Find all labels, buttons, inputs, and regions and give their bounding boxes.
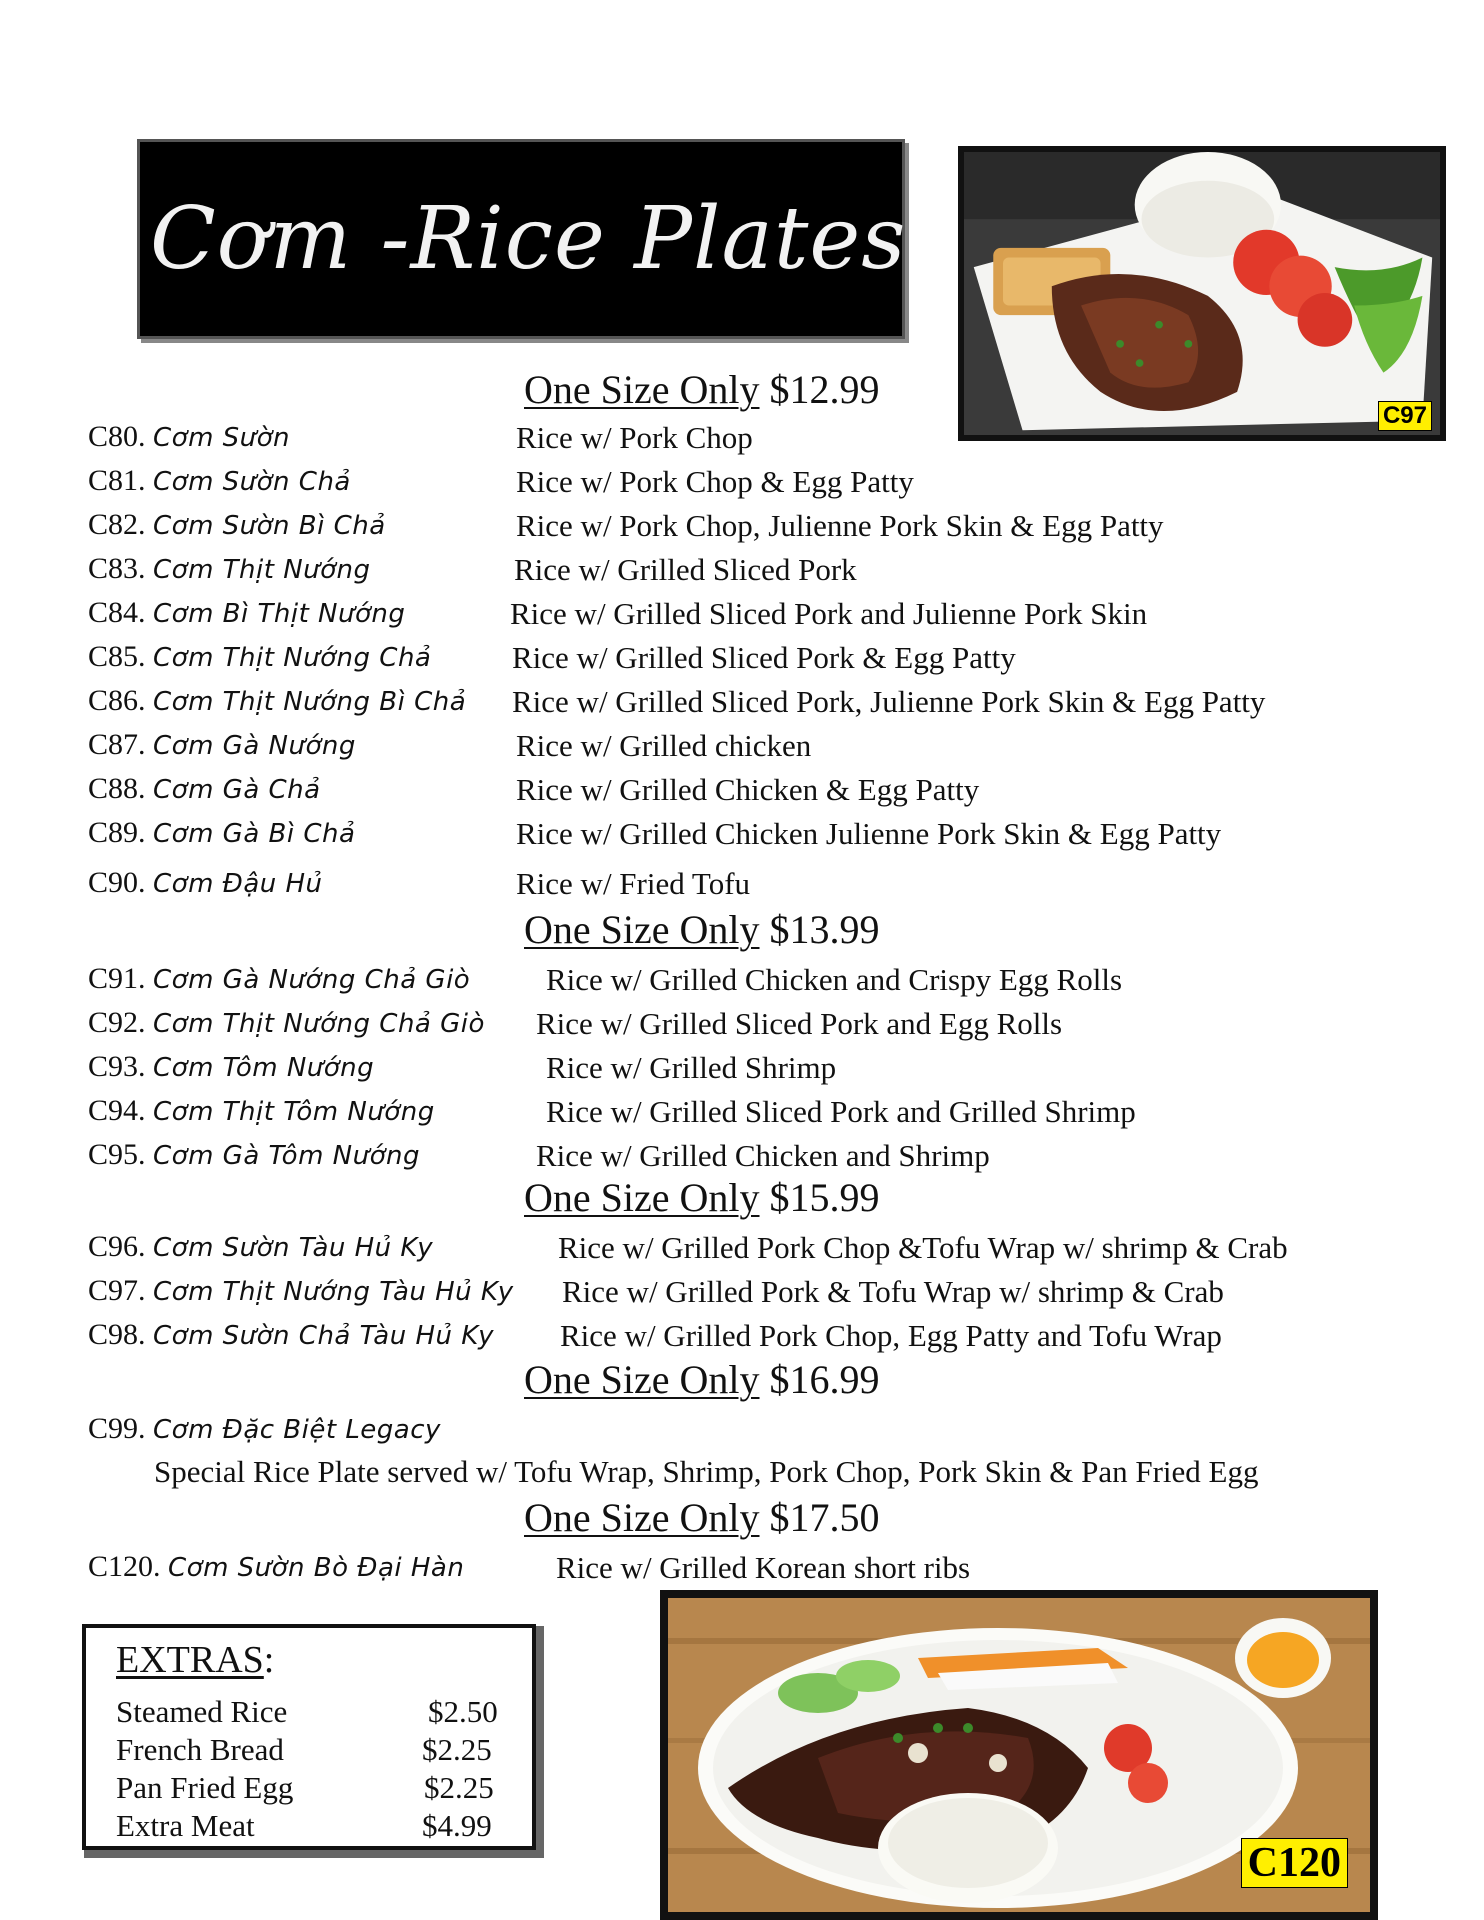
extras-item: [116, 1808, 496, 1844]
extras-title-colon: :: [263, 1639, 275, 1681]
menu-item-c120: [88, 1550, 971, 1590]
item-desc: Rice w/ Grilled Pork Chop &Tofu Wrap w/ shrimp & Crab: [558, 1230, 1288, 1265]
item-name: Cơm Gà Nướng: [153, 731, 356, 761]
item-desc-c99: Special Rice Plate served w/ Tofu Wrap, Shrimp, Pork Chop, Pork Skin & Pan Fried Egg: [154, 1454, 1259, 1489]
section-price: $16.99: [769, 1357, 880, 1402]
title-banner: [140, 142, 907, 336]
item-code: C120.: [88, 1550, 161, 1583]
menu-item-c93: [88, 1050, 837, 1090]
extras-item-name: Pan Fried Egg: [116, 1770, 294, 1805]
menu-item-c95: [88, 1138, 990, 1178]
item-desc: Rice w/ Grilled Sliced Pork, Julienne Pork Skin & Egg Patty: [512, 684, 1266, 719]
section-header-3: [524, 1174, 880, 1221]
menu-item-c99: [88, 1412, 441, 1452]
item-name: Cơm Đậu Hủ: [153, 869, 323, 899]
menu-item-c81: [88, 464, 914, 504]
extras-item: [116, 1732, 496, 1768]
item-desc: Rice w/ Grilled Sliced Pork: [514, 552, 857, 587]
section-header-4: [524, 1356, 880, 1403]
item-desc: Rice w/ Grilled Sliced Pork and Julienne Pork Skin: [510, 596, 1148, 631]
item-desc: Rice w/ Grilled chicken: [516, 728, 812, 763]
item-code: C85.: [88, 640, 146, 673]
item-desc: Rice w/ Grilled Shrimp: [546, 1050, 837, 1085]
item-code: C93.: [88, 1050, 146, 1083]
item-name: Cơm Thịt Nướng Bì Chả: [153, 687, 467, 717]
menu-item-c91: [88, 962, 1123, 1002]
menu-item-c94: [88, 1094, 1136, 1134]
section-header-5: [524, 1494, 880, 1541]
menu-item-c97: [88, 1274, 1224, 1314]
item-name: Cơm Sườn: [153, 423, 291, 453]
menu-item-c87: [88, 728, 812, 768]
item-name: Cơm Gà Bì Chả: [153, 819, 356, 849]
dish-photo-c97-image: [964, 152, 1440, 435]
menu-item-c80: [88, 420, 753, 460]
item-desc: Rice w/ Grilled Pork & Tofu Wrap w/ shrimp & Crab: [562, 1274, 1224, 1309]
item-name: Cơm Thịt Tôm Nướng: [153, 1097, 435, 1127]
item-desc: Rice w/ Grilled Sliced Pork & Egg Patty: [512, 640, 1016, 675]
item-code: C96.: [88, 1230, 146, 1263]
section-price: $12.99: [769, 367, 880, 412]
item-name: Cơm Tôm Nướng: [153, 1053, 375, 1083]
item-desc: Rice w/ Grilled Korean short ribs: [556, 1550, 971, 1585]
extras-title: [116, 1638, 274, 1682]
extras-item-price: $2.25: [422, 1732, 492, 1767]
item-name: Cơm Thịt Nướng Chả Giò: [153, 1009, 485, 1039]
item-name: Cơm Gà Chả: [153, 775, 321, 805]
page-title: Cơm -Rice Plates: [150, 189, 907, 289]
item-name: Cơm Gà Nướng Chả Giò: [153, 965, 471, 995]
extras-item-name: Extra Meat: [116, 1808, 255, 1843]
item-code: C90.: [88, 866, 146, 899]
item-name: Cơm Sườn Chả: [153, 467, 351, 497]
menu-item-c88: [88, 772, 980, 812]
extras-item: [116, 1770, 496, 1806]
extras-box: [82, 1624, 536, 1850]
item-desc: Rice w/ Grilled Sliced Pork and Grilled Shrimp: [546, 1094, 1136, 1129]
menu-item-c86: [88, 684, 1266, 724]
menu-item-c89: [88, 816, 1222, 856]
section-label: One Size Only: [524, 1175, 760, 1220]
item-code: C80.: [88, 420, 146, 453]
menu-item-c85: [88, 640, 1016, 680]
menu-item-c90: [88, 866, 751, 906]
section-price: $13.99: [769, 907, 880, 952]
item-code: C88.: [88, 772, 146, 805]
photo-tag-c120: C120: [1241, 1838, 1348, 1888]
extras-item-price: $4.99: [422, 1808, 492, 1843]
item-desc: Rice w/ Grilled Chicken Julienne Pork Skin & Egg Patty: [516, 816, 1222, 851]
item-name: Cơm Gà Tôm Nướng: [153, 1141, 420, 1171]
item-code: C86.: [88, 684, 146, 717]
item-name: Cơm Sườn Bò Đại Hàn: [168, 1553, 465, 1583]
item-code: C87.: [88, 728, 146, 761]
item-desc: Rice w/ Pork Chop & Egg Patty: [516, 464, 914, 499]
item-code: C84.: [88, 596, 146, 629]
item-code: C89.: [88, 816, 146, 849]
item-code: C95.: [88, 1138, 146, 1171]
item-desc: Rice w/ Grilled Chicken and Shrimp: [536, 1138, 990, 1173]
item-desc: Rice w/ Fried Tofu: [516, 866, 751, 901]
item-code: C82.: [88, 508, 146, 541]
section-price: $17.50: [769, 1495, 880, 1540]
item-code: C98.: [88, 1318, 146, 1351]
item-desc: Rice w/ Pork Chop: [516, 420, 753, 455]
extras-title-text: EXTRAS: [116, 1639, 264, 1681]
item-name: Cơm Đặc Biệt Legacy: [153, 1415, 441, 1445]
item-name: Cơm Sườn Chả Tàu Hủ Ky: [153, 1321, 494, 1351]
item-name: Cơm Thịt Nướng: [153, 555, 371, 585]
section-label: One Size Only: [524, 367, 760, 412]
item-desc: Rice w/ Grilled Chicken and Crispy Egg Rolls: [546, 962, 1123, 997]
item-code: C97.: [88, 1274, 146, 1307]
extras-item-name: Steamed Rice: [116, 1694, 288, 1729]
dish-photo-c120: [660, 1590, 1378, 1920]
section-header-2: [524, 906, 880, 953]
photo-tag-c97: C97: [1378, 401, 1432, 431]
menu-item-c96: [88, 1230, 1288, 1270]
extras-item-price: $2.50: [428, 1694, 498, 1729]
menu-item-c82: [88, 508, 1164, 548]
extras-item-price: $2.25: [424, 1770, 494, 1805]
extras-item-name: French Bread: [116, 1732, 284, 1767]
menu-item-c92: [88, 1006, 1063, 1046]
item-name: Cơm Bì Thịt Nướng: [153, 599, 406, 629]
section-label: One Size Only: [524, 1357, 760, 1402]
item-code: C99.: [88, 1412, 146, 1445]
menu-item-c84: [88, 596, 1148, 636]
section-price: $15.99: [769, 1175, 880, 1220]
section-label: One Size Only: [524, 1495, 760, 1540]
section-header-1: [524, 366, 880, 413]
item-code: C94.: [88, 1094, 146, 1127]
item-code: C81.: [88, 464, 146, 497]
extras-item: [116, 1694, 496, 1730]
dish-photo-c97: [958, 146, 1446, 441]
item-name: Cơm Thịt Nướng Tàu Hủ Ky: [153, 1277, 514, 1307]
item-code: C83.: [88, 552, 146, 585]
item-desc: Rice w/ Grilled Chicken & Egg Patty: [516, 772, 980, 807]
item-name: Cơm Sườn Tàu Hủ Ky: [153, 1233, 434, 1263]
item-desc: Rice w/ Grilled Pork Chop, Egg Patty and Tofu Wrap: [560, 1318, 1222, 1353]
menu-item-c98: [88, 1318, 1222, 1358]
item-name: Cơm Sườn Bì Chả: [153, 511, 386, 541]
item-desc: Rice w/ Pork Chop, Julienne Pork Skin & Egg Patty: [516, 508, 1164, 543]
item-desc: Rice w/ Grilled Sliced Pork and Egg Rolls: [536, 1006, 1063, 1041]
item-code: C92.: [88, 1006, 146, 1039]
section-label: One Size Only: [524, 907, 760, 952]
item-code: C91.: [88, 962, 146, 995]
menu-item-c83: [88, 552, 857, 592]
item-name: Cơm Thịt Nướng Chả: [153, 643, 432, 673]
